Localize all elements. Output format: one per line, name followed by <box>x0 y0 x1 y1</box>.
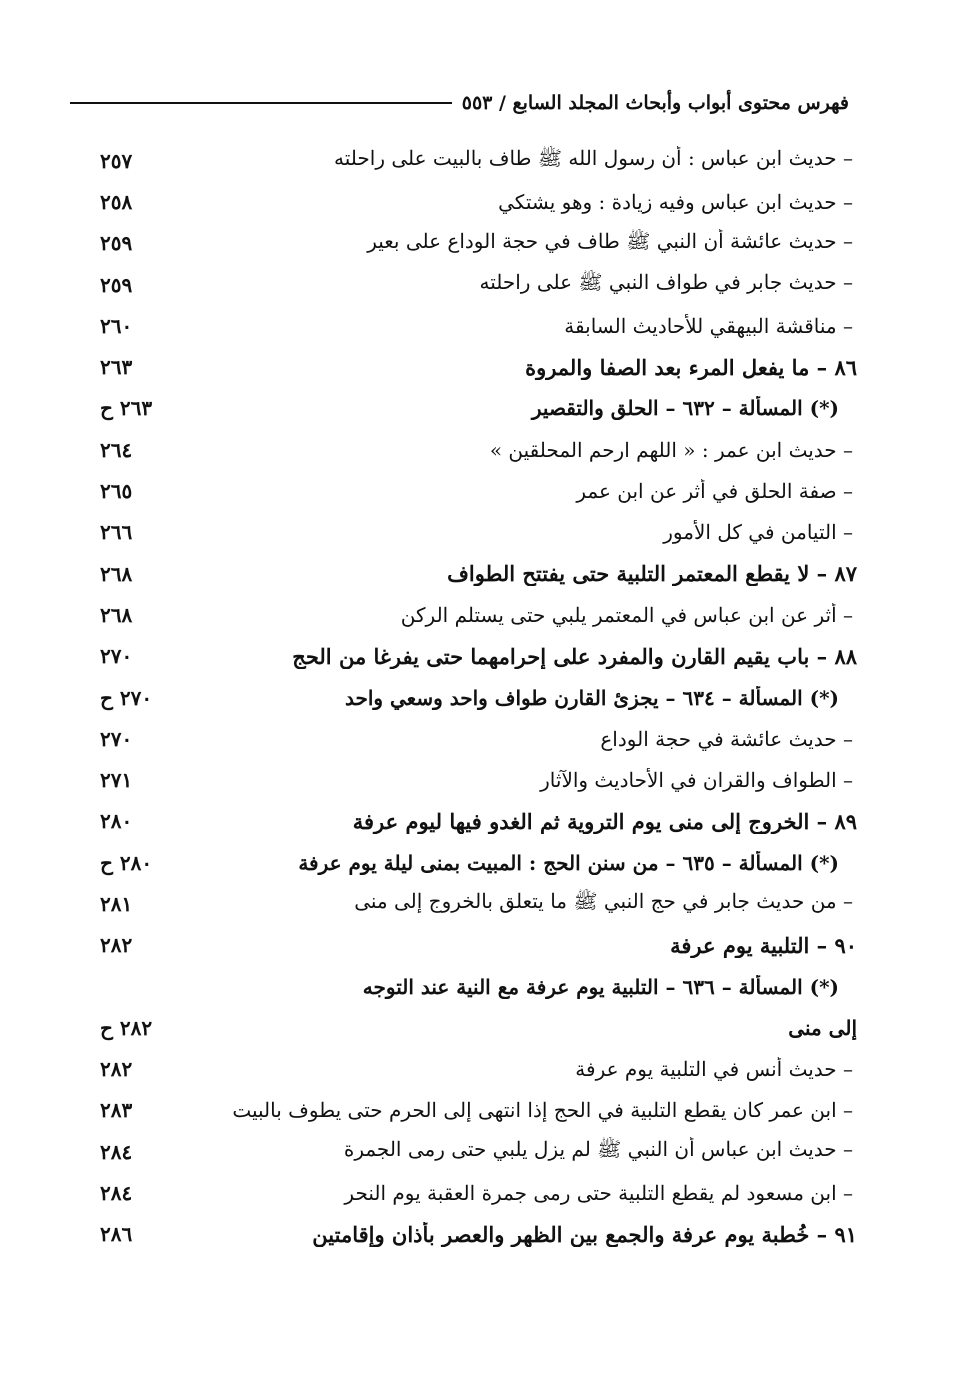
entry-text: – أثر عن ابن عباس في المعتمر يلبي حتى يستلم الركن <box>400 602 853 627</box>
chapter-entry <box>100 636 857 677</box>
running-header <box>70 86 849 120</box>
entry-page: ٢٦٨ <box>100 561 133 586</box>
chapter-entry <box>100 925 857 966</box>
entry-text: ٨٧ – لا يقطع المعتمر التلبية حتى يفتتح الطواف <box>447 561 857 587</box>
chapter-entry <box>100 1214 857 1255</box>
index-entry <box>100 594 857 635</box>
entry-text: – حديث ابن عباس : أن رسول الله ﷺ طاف بالبيت على راحلته <box>334 146 853 171</box>
issue-entry <box>100 842 857 883</box>
entry-text: – حديث عائشة أن النبي ﷺ طاف في حجة الوداع على بعير <box>367 228 853 253</box>
entry-page: ٢٦٣ ح <box>100 396 153 421</box>
entry-page: ٢٧٠ <box>100 644 133 669</box>
entry-text: ٨٦ – ما يفعل المرء بعد الصفا والمروة <box>525 354 857 380</box>
entry-page: ٢٦٠ <box>100 313 133 338</box>
entry-page: ٢٦٥ <box>100 479 133 504</box>
entry-text: – حديث عائشة في حجة الوداع <box>600 726 853 751</box>
entry-page: ٢٥٩ <box>100 231 133 256</box>
index-entry <box>100 1172 857 1213</box>
entry-page: ٢٨٢ <box>100 1057 133 1082</box>
issue-entry <box>100 966 857 1007</box>
index-entry <box>100 429 857 470</box>
index-entry <box>100 140 857 181</box>
entry-page: ٢٦٨ <box>100 602 133 627</box>
entry-page: ٢٨٣ <box>100 1098 133 1123</box>
index-entry <box>100 512 857 553</box>
entry-page: ٢٨٠ <box>100 809 133 834</box>
index-entry <box>100 264 857 305</box>
entry-text: إلى منى <box>788 1015 857 1040</box>
entry-page: ٢٥٧ <box>100 148 133 173</box>
chapter-entry <box>100 801 857 842</box>
chapter-entry <box>100 553 857 594</box>
entry-text: (*) المسألة – ٦٣٦ – التلبية يوم عرفة مع النية عند التوجه <box>362 974 839 999</box>
entry-page: ٢٨٦ <box>100 1222 133 1247</box>
entry-page: ٢٨٤ <box>100 1139 133 1164</box>
entry-page: ٢٨٤ <box>100 1181 133 1206</box>
index-entries <box>100 140 857 1255</box>
index-entry <box>100 759 857 800</box>
entry-text: – من حديث جابر في حج النبي ﷺ ما يتعلق بالخروج إلى منى <box>354 889 853 914</box>
entry-page: ٢٨١ <box>100 891 133 916</box>
header-title: فهرس محتوى أبواب وأبحاث المجلد السابع / ٥٥٣ <box>461 92 849 114</box>
entry-page: ٢٥٩ <box>100 272 133 297</box>
entry-page: ٢٦٤ <box>100 437 133 462</box>
entry-text: – حديث جابر في طواف النبي ﷺ على راحلته <box>479 270 853 295</box>
entry-text: – الطواف والقران في الأحاديث والآثار <box>540 768 853 793</box>
entry-page: ٢٧٠ ح <box>100 685 153 710</box>
entry-text: ٨٩ – الخروج إلى منى يوم التروية ثم الغدو فيها ليوم عرفة <box>352 808 857 834</box>
entry-text: (*) المسألة – ٦٣٥ – من سنن الحج : المبيت بمنى ليلة يوم عرفة <box>298 850 839 875</box>
index-entry <box>100 1131 857 1172</box>
index-entry <box>100 1090 857 1131</box>
chapter-entry <box>100 346 857 387</box>
entry-page: ٢٨٢ <box>100 933 133 958</box>
index-entry <box>100 470 857 511</box>
index-entry <box>100 883 857 924</box>
entry-text: – ابن عمر كان يقطع التلبية في الحج إذا انتهى إلى الحرم حتى يطوف بالبيت <box>232 1098 853 1123</box>
entry-page: ٢٨٢ ح <box>100 1015 153 1040</box>
header-rule <box>70 102 452 104</box>
entry-text: ٩١ – خُطبة يوم عرفة والجمع بين الظهر والعصر بأذان وإقامتين <box>312 1221 857 1247</box>
entry-page: ٢٧٠ <box>100 726 133 751</box>
entry-page: ٢٦٦ <box>100 520 133 545</box>
index-entry <box>100 305 857 346</box>
issue-entry <box>100 388 857 429</box>
index-entry <box>100 1049 857 1090</box>
entry-text: – ابن مسعود لم يقطع التلبية حتى رمى جمرة العقبة يوم النحر <box>344 1181 853 1206</box>
index-entry <box>100 223 857 264</box>
index-entry <box>100 718 857 759</box>
entry-text: ٩٠ – التلبية يوم عرفة <box>670 932 857 958</box>
entry-text: – حديث ابن عباس أن النبي ﷺ لم يزل يلبي حتى رمى الجمرة <box>343 1137 853 1162</box>
entry-text: – حديث ابن عمر : « اللهم ارحم المحلقين » <box>489 437 853 462</box>
entry-text: ٨٨ – باب يقيم القارن والمفرد على إحرامهما حتى يفرغا من الحج <box>292 643 857 669</box>
entry-text: (*) المسألة – ٦٣٢ – الحلق والتقصير <box>531 396 839 421</box>
issue-entry <box>100 677 857 718</box>
entry-text: – صفة الحلق في أثر عن ابن عمر <box>576 479 853 504</box>
entry-text: – حديث ابن عباس وفيه زيادة : وهو يشتكي <box>498 189 853 214</box>
entry-text: (*) المسألة – ٦٣٤ – يجزئ القارن طواف واحد وسعي واحد <box>344 685 839 710</box>
entry-page: ٢٧١ <box>100 768 133 793</box>
issue-entry-continuation <box>100 1007 857 1048</box>
entry-page: ٢٨٠ ح <box>100 850 153 875</box>
entry-page: ٢٥٨ <box>100 189 133 214</box>
index-entry <box>100 181 857 222</box>
entry-text: – مناقشة البيهقي للأحاديث السابقة <box>564 313 853 338</box>
entry-page: ٢٦٣ <box>100 355 133 380</box>
entry-text: – حديث أنس في التلبية يوم عرفة <box>575 1057 853 1082</box>
entry-text: – التيامن في كل الأمور <box>663 520 853 545</box>
